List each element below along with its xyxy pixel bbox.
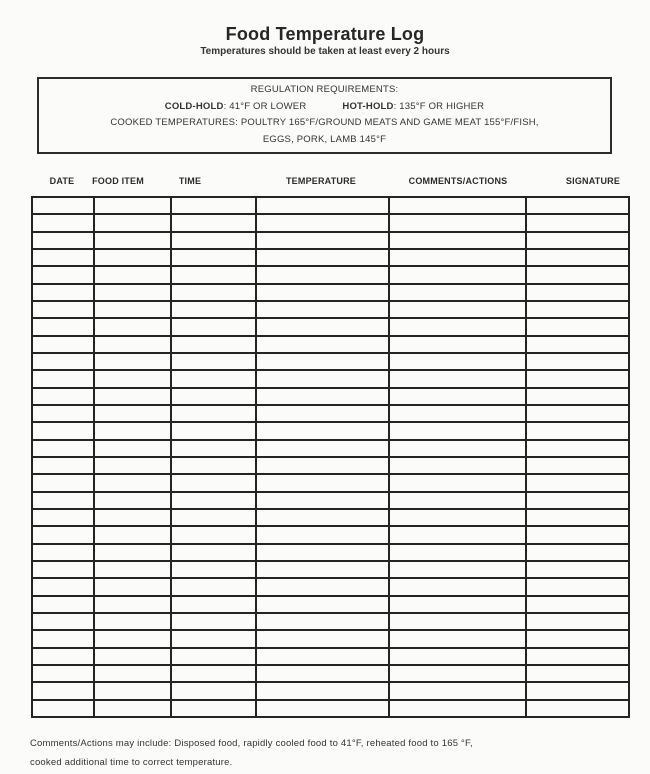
table-cell xyxy=(94,370,171,387)
table-cell xyxy=(389,214,526,231)
hold-requirements-line xyxy=(39,99,610,116)
table-cell xyxy=(526,613,629,630)
table-cell xyxy=(389,353,526,370)
table-cell xyxy=(526,405,629,422)
table-cell xyxy=(389,336,526,353)
table-row xyxy=(32,284,629,301)
table-row xyxy=(32,318,629,335)
page-subtitle: Temperatures should be taken at least every 2 hours xyxy=(200,46,450,57)
table-row xyxy=(32,613,629,630)
table-cell xyxy=(171,336,256,353)
table-row xyxy=(32,388,629,405)
table-cell xyxy=(389,457,526,474)
table-cell xyxy=(171,474,256,491)
table-cell xyxy=(32,492,94,509)
table-cell xyxy=(32,353,94,370)
table-cell xyxy=(256,544,389,561)
table-cell xyxy=(32,544,94,561)
table-row xyxy=(32,474,629,491)
table-row xyxy=(32,232,629,249)
table-cell xyxy=(526,578,629,595)
table-cell xyxy=(256,388,389,405)
table-cell xyxy=(94,284,171,301)
table-cell xyxy=(526,440,629,457)
table-cell xyxy=(171,318,256,335)
table-row xyxy=(32,422,629,439)
table-cell xyxy=(94,509,171,526)
table-cell xyxy=(94,266,171,283)
table-cell xyxy=(32,318,94,335)
table-row xyxy=(32,457,629,474)
table-cell xyxy=(526,596,629,613)
table-cell xyxy=(256,197,389,214)
table-cell xyxy=(32,249,94,266)
table-cell xyxy=(94,700,171,717)
table-cell xyxy=(389,318,526,335)
table-cell xyxy=(94,561,171,578)
table-row xyxy=(32,561,629,578)
table-cell xyxy=(389,544,526,561)
table-cell xyxy=(389,578,526,595)
table-row xyxy=(32,353,629,370)
table-cell xyxy=(32,405,94,422)
column-header-signature: SIGNATURE xyxy=(565,176,621,186)
footer-note xyxy=(30,735,622,772)
table-cell xyxy=(94,544,171,561)
table-cell xyxy=(526,665,629,682)
table-cell xyxy=(94,301,171,318)
cooked-temperatures-line-2: EGGS, PORK, LAMB 145°F xyxy=(262,133,387,145)
table-row xyxy=(32,509,629,526)
table-row xyxy=(32,405,629,422)
table-cell xyxy=(256,509,389,526)
table-cell xyxy=(94,388,171,405)
table-cell xyxy=(32,266,94,283)
table-cell xyxy=(171,665,256,682)
table-cell xyxy=(526,474,629,491)
table-cell xyxy=(32,336,94,353)
table-cell xyxy=(526,370,629,387)
cold-hold-label: COLD-HOLD xyxy=(164,100,224,112)
table-cell xyxy=(94,526,171,543)
table-cell xyxy=(32,388,94,405)
table-row xyxy=(32,526,629,543)
table-cell xyxy=(526,301,629,318)
table-row xyxy=(32,700,629,717)
page-title: Food Temperature Log xyxy=(225,24,425,44)
table-cell xyxy=(526,526,629,543)
table-cell xyxy=(389,648,526,665)
table-cell xyxy=(32,232,94,249)
table-cell xyxy=(171,405,256,422)
table-row xyxy=(32,197,629,214)
table-cell xyxy=(256,561,389,578)
log-table-body xyxy=(32,197,629,717)
temperature-log-table xyxy=(31,196,630,718)
table-cell xyxy=(526,457,629,474)
table-cell xyxy=(256,301,389,318)
table-cell xyxy=(256,492,389,509)
table-cell xyxy=(389,474,526,491)
table-cell xyxy=(526,266,629,283)
table-cell xyxy=(171,197,256,214)
table-cell xyxy=(32,596,94,613)
table-cell xyxy=(389,388,526,405)
table-cell xyxy=(526,700,629,717)
table-cell xyxy=(32,474,94,491)
table-cell xyxy=(94,596,171,613)
table-cell xyxy=(32,648,94,665)
table-cell xyxy=(256,353,389,370)
table-cell xyxy=(171,388,256,405)
table-cell xyxy=(94,492,171,509)
table-cell xyxy=(171,578,256,595)
table-cell xyxy=(94,613,171,630)
table-cell xyxy=(32,284,94,301)
table-cell xyxy=(526,249,629,266)
table-cell xyxy=(171,509,256,526)
table-cell xyxy=(389,613,526,630)
table-cell xyxy=(389,301,526,318)
table-cell xyxy=(171,457,256,474)
table-cell xyxy=(94,232,171,249)
column-header-time: TIME xyxy=(178,176,202,186)
table-cell xyxy=(256,266,389,283)
table-cell xyxy=(256,648,389,665)
table-cell xyxy=(526,197,629,214)
table-cell xyxy=(171,249,256,266)
table-cell xyxy=(256,630,389,647)
table-cell xyxy=(32,422,94,439)
column-header-comments-actions: COMMENTS/ACTIONS xyxy=(408,176,508,186)
table-cell xyxy=(171,700,256,717)
table-cell xyxy=(94,578,171,595)
table-cell xyxy=(171,266,256,283)
footer-note-line-1: Comments/Actions may include: Disposed food, rapidly cooled food to 41°F, reheated food to 165 °F, xyxy=(30,738,473,749)
table-row xyxy=(32,440,629,457)
table-cell xyxy=(526,318,629,335)
table-cell xyxy=(526,682,629,699)
table-cell xyxy=(171,353,256,370)
table-cell xyxy=(94,336,171,353)
table-cell xyxy=(94,197,171,214)
table-cell xyxy=(389,440,526,457)
table-cell xyxy=(256,405,389,422)
table-cell xyxy=(32,665,94,682)
table-cell xyxy=(32,440,94,457)
table-cell xyxy=(256,613,389,630)
table-cell xyxy=(32,578,94,595)
table-row xyxy=(32,266,629,283)
column-header-temperature: TEMPERATURE xyxy=(285,176,357,186)
regulation-requirements-box xyxy=(37,77,612,154)
table-cell xyxy=(171,648,256,665)
table-cell xyxy=(389,526,526,543)
table-row xyxy=(32,648,629,665)
table-cell xyxy=(256,370,389,387)
table-cell xyxy=(389,509,526,526)
table-row xyxy=(32,596,629,613)
table-cell xyxy=(171,561,256,578)
table-cell xyxy=(389,422,526,439)
table-cell xyxy=(171,613,256,630)
table-cell xyxy=(94,474,171,491)
table-row xyxy=(32,682,629,699)
table-cell xyxy=(32,682,94,699)
table-row xyxy=(32,214,629,231)
table-cell xyxy=(171,422,256,439)
table-cell xyxy=(256,474,389,491)
table-cell xyxy=(171,301,256,318)
table-cell xyxy=(171,596,256,613)
table-cell xyxy=(94,457,171,474)
table-cell xyxy=(256,665,389,682)
table-cell xyxy=(526,353,629,370)
table-cell xyxy=(32,613,94,630)
table-cell xyxy=(389,266,526,283)
cold-hold-value: : 41°F OR LOWER xyxy=(223,100,307,112)
table-cell xyxy=(171,440,256,457)
table-cell xyxy=(32,630,94,647)
table-row xyxy=(32,301,629,318)
table-cell xyxy=(526,492,629,509)
table-cell xyxy=(32,561,94,578)
table-cell xyxy=(526,630,629,647)
table-cell xyxy=(32,457,94,474)
table-cell xyxy=(171,284,256,301)
table-cell xyxy=(526,561,629,578)
table-cell xyxy=(256,457,389,474)
table-cell xyxy=(171,682,256,699)
table-cell xyxy=(526,509,629,526)
table-cell xyxy=(171,630,256,647)
table-cell xyxy=(256,526,389,543)
table-cell xyxy=(171,544,256,561)
table-cell xyxy=(389,405,526,422)
table-row xyxy=(32,336,629,353)
table-cell xyxy=(526,336,629,353)
table-cell xyxy=(256,284,389,301)
table-cell xyxy=(171,492,256,509)
table-cell xyxy=(94,214,171,231)
hot-hold-value: : 135°F OR HIGHER xyxy=(393,100,485,112)
table-cell xyxy=(256,336,389,353)
cooked-temperatures-line-1: COOKED TEMPERATURES: POULTRY 165°F/GROUND MEATS AND GAME MEAT 155°F/FISH, xyxy=(110,117,539,128)
table-cell xyxy=(32,526,94,543)
table-cell xyxy=(94,440,171,457)
table-cell xyxy=(171,526,256,543)
table-cell xyxy=(94,665,171,682)
table-cell xyxy=(94,249,171,266)
table-cell xyxy=(389,232,526,249)
table-cell xyxy=(94,353,171,370)
table-cell xyxy=(389,492,526,509)
table-cell xyxy=(94,405,171,422)
table-cell xyxy=(389,249,526,266)
table-cell xyxy=(171,214,256,231)
table-row xyxy=(32,249,629,266)
table-cell xyxy=(94,630,171,647)
table-cell xyxy=(526,388,629,405)
table-cell xyxy=(256,422,389,439)
table-cell xyxy=(256,578,389,595)
table-cell xyxy=(32,301,94,318)
hot-hold-label: HOT-HOLD xyxy=(342,100,394,112)
table-cell xyxy=(389,682,526,699)
table-cell xyxy=(389,561,526,578)
table-cell xyxy=(32,197,94,214)
table-cell xyxy=(256,596,389,613)
table-row xyxy=(32,492,629,509)
table-cell xyxy=(526,214,629,231)
table-cell xyxy=(256,214,389,231)
table-cell xyxy=(526,648,629,665)
table-cell xyxy=(526,284,629,301)
table-cell xyxy=(171,232,256,249)
table-cell xyxy=(32,370,94,387)
table-row xyxy=(32,630,629,647)
table-cell xyxy=(256,318,389,335)
table-cell xyxy=(256,440,389,457)
table-cell xyxy=(389,284,526,301)
table-cell xyxy=(389,700,526,717)
table-cell xyxy=(94,318,171,335)
table-cell xyxy=(389,197,526,214)
table-cell xyxy=(171,370,256,387)
regulation-heading: REGULATION REQUIREMENTS: xyxy=(250,84,399,95)
table-cell xyxy=(32,214,94,231)
table-cell xyxy=(256,700,389,717)
table-cell xyxy=(256,682,389,699)
table-row xyxy=(32,544,629,561)
column-header-food-item: FOOD ITEM xyxy=(92,176,144,186)
table-cell xyxy=(32,700,94,717)
table-cell xyxy=(256,249,389,266)
table-cell xyxy=(94,422,171,439)
table-cell xyxy=(32,509,94,526)
table-cell xyxy=(94,682,171,699)
footer-note-line-2: cooked additional time to correct temperature. xyxy=(30,756,233,768)
table-cell xyxy=(389,665,526,682)
table-row xyxy=(32,370,629,387)
table-cell xyxy=(94,648,171,665)
table-cell xyxy=(389,630,526,647)
table-cell xyxy=(389,370,526,387)
table-cell xyxy=(526,232,629,249)
column-header-date: DATE xyxy=(49,176,75,186)
table-cell xyxy=(526,422,629,439)
table-cell xyxy=(389,596,526,613)
table-cell xyxy=(526,544,629,561)
table-row xyxy=(32,578,629,595)
table-row xyxy=(32,665,629,682)
table-cell xyxy=(256,232,389,249)
